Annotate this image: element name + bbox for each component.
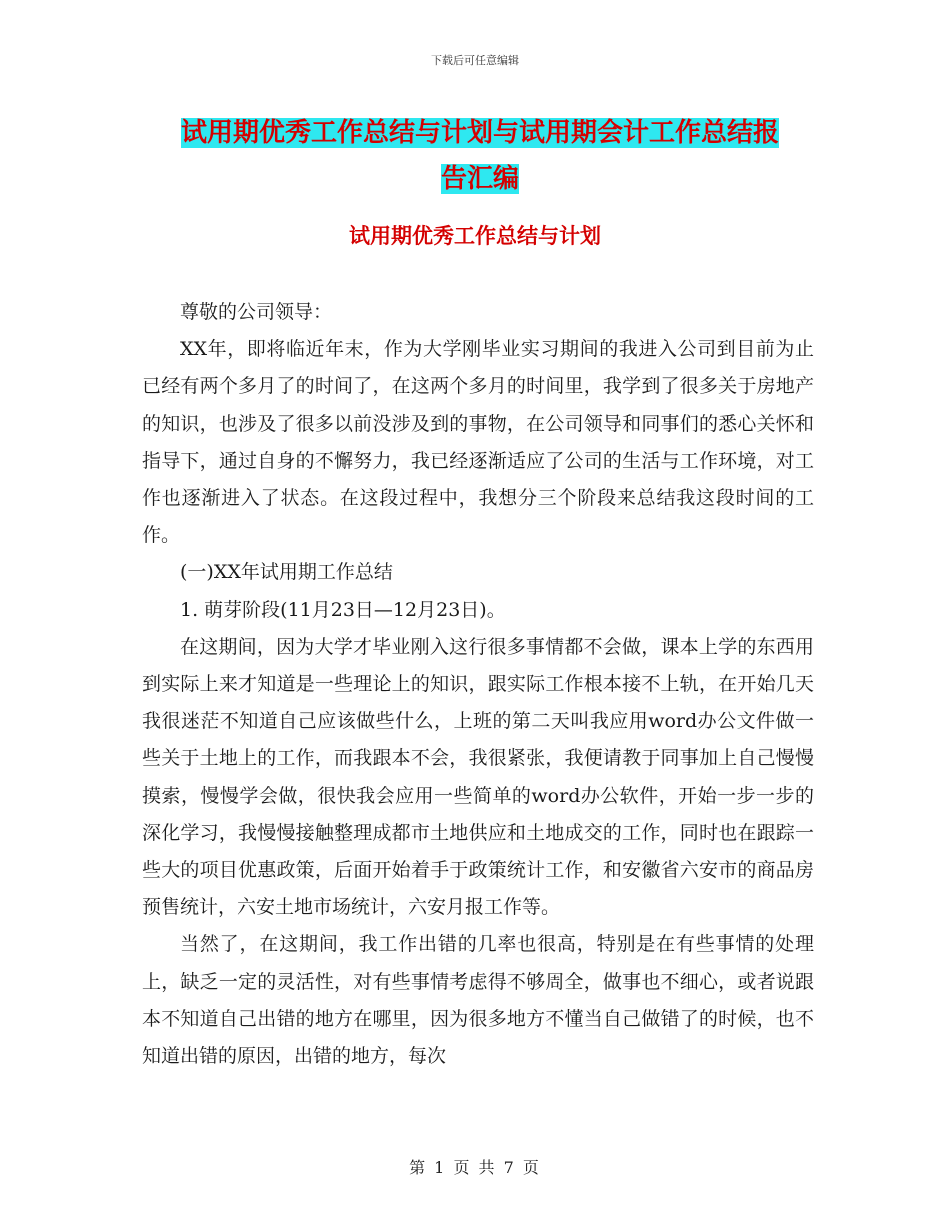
header-note: 下载后可任意编辑 (431, 54, 519, 67)
paragraph: XX年，即将临近年末，作为大学刚毕业实习期间的我进入公司到目前为止已经有两个多月了的时间了，在这两个多月的时间里，我学到了很多关于房地产的知识，也涉及了很多以前没涉及到的事物，在公司领导和同事们的悉心关怀和指导下，通过自身的不懈努力，我已经逐渐适应了公司的生活与工作环境，对工作也逐渐进入了状态。在这段过程中，我想分三个阶段来总结我这段时间的工作。 (142, 338, 814, 547)
body-text (142, 294, 814, 1075)
title-line-2: 告汇编 (440, 164, 519, 194)
document-title (140, 110, 820, 202)
paragraph: 在这期间，因为大学才毕业刚入这行很多事情都不会做，课本上学的东西用到实际上来才知道是一些理论上的知识，跟实际工作根本接不上轨，在开始几天我很迷茫不知道自己应该做些什么，上班的第二天叫我应用word办公文件做一些关于土地上的工作，而我跟本不会，我很紧张，我便请教于同事加上自己慢慢摸索，慢慢学会做，很快我会应用一些简单的word办公软件，开始一步一步的深化学习，我慢慢接触整理成都市土地供应和土地成交的工作，同时也在跟踪一些大的项目优惠政策，后面开始着手于政策统计工作，和安徽省六安市的商品房预售统计，六安土地市场统计，六安月报工作等。 (142, 635, 814, 919)
salutation: 尊敬的公司领导： (180, 301, 333, 323)
section-title: 试用期优秀工作总结与计划 (349, 224, 601, 248)
section-heading: (一)XX年试用期工作总结 (180, 561, 393, 584)
title-line-1: 试用期优秀工作总结与计划与试用期会计工作总结报 (180, 118, 779, 148)
stage-heading: 1. 萌芽阶段(11月23日—12月23日)。 (180, 598, 506, 621)
page-footer: 第 1 页 共 7 页 (409, 1158, 541, 1177)
paragraph: 当然了，在这期间，我工作出错的几率也很高，特别是在有些事情的处理上，缺乏一定的灵活性，对有些事情考虑得不够周全，做事也不细心，或者说跟本不知道自己出错的地方在哪里，因为很多地方不懂当自己做错了的时候，也不知道出错的原因，出错的地方，每次 (142, 933, 814, 1068)
